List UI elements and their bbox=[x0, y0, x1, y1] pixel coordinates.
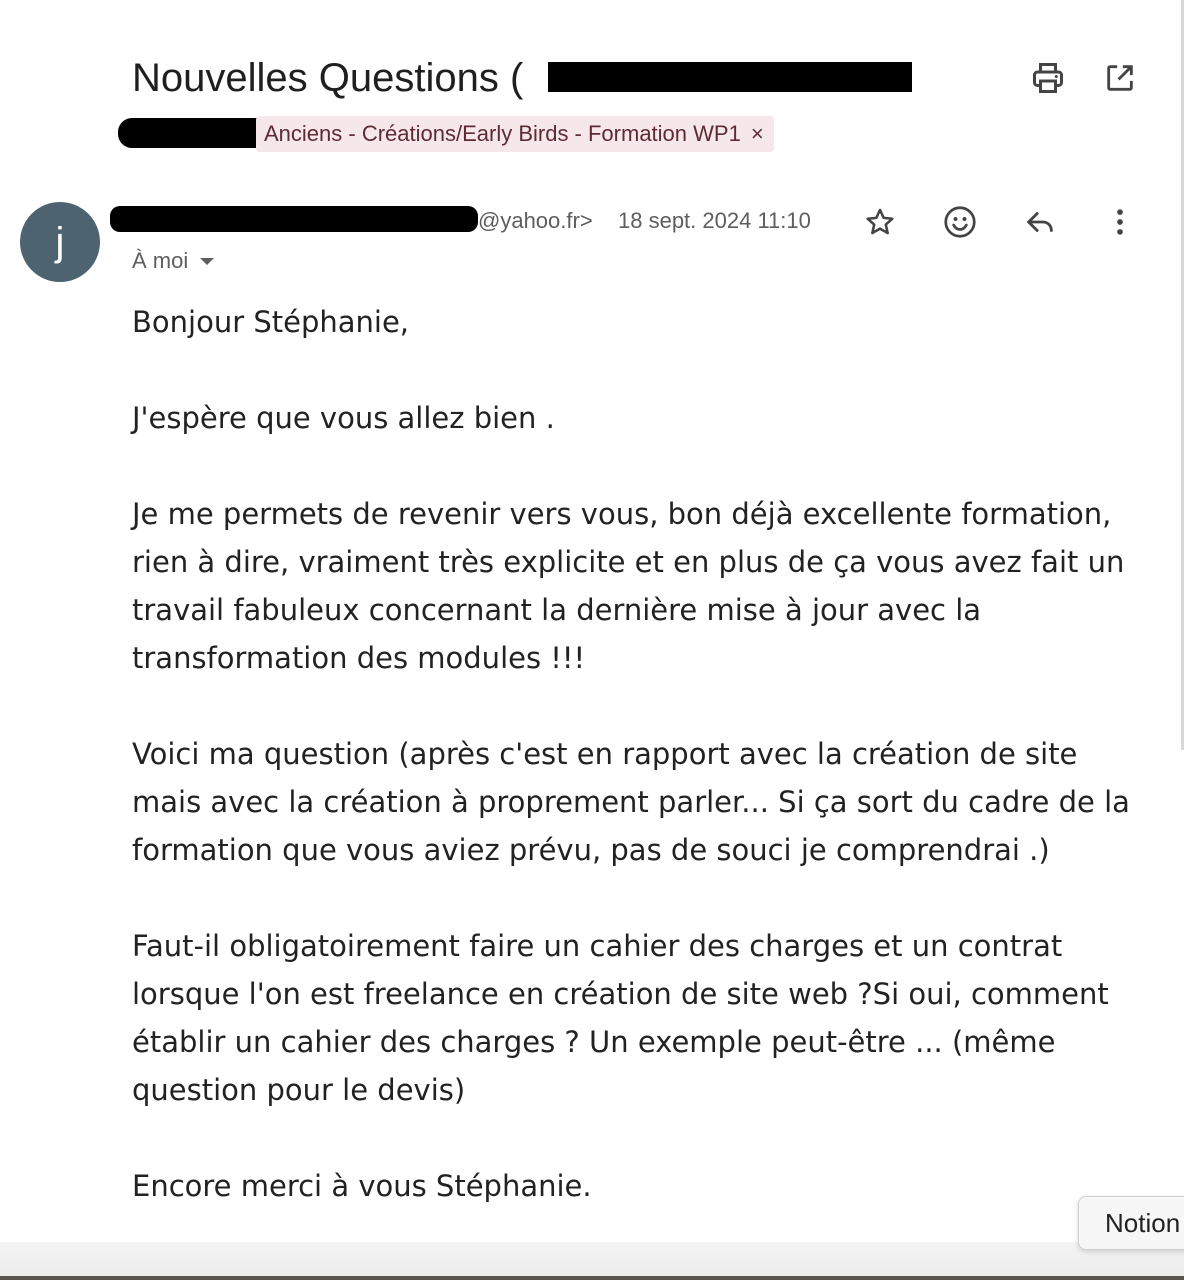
reply-button[interactable] bbox=[1018, 200, 1062, 244]
label-chip[interactable] bbox=[256, 116, 774, 152]
body-paragraph: J'espère que vous allez bien . bbox=[132, 401, 555, 435]
star-icon bbox=[863, 205, 897, 239]
body-paragraph: Voici ma question (après c'est en rapport avec la création de site mais avec la création à proprement parler... Si ça sort du cadre de la formation que vous aviez prévu, pas de souci je comprendrai .) bbox=[132, 737, 1130, 867]
star-button[interactable] bbox=[858, 200, 902, 244]
bottom-bar bbox=[0, 1242, 1184, 1278]
more-options-button[interactable] bbox=[1098, 200, 1142, 244]
divider bbox=[0, 1276, 1184, 1280]
more-vert-icon bbox=[1103, 205, 1137, 239]
message-date: 18 sept. 2024 11:10 bbox=[618, 208, 811, 233]
recipient-text: À moi bbox=[132, 248, 189, 273]
redaction-bar bbox=[118, 118, 258, 148]
redaction-bar bbox=[548, 62, 912, 92]
body-paragraph: Bonjour Stéphanie, bbox=[132, 305, 410, 339]
sender-email: @yahoo.fr> bbox=[478, 208, 593, 233]
open-in-new-window-button[interactable] bbox=[1100, 58, 1140, 98]
reply-icon bbox=[1023, 205, 1057, 239]
label-chip-text: Anciens - Créations/Early Birds - Formation WP1 bbox=[264, 121, 741, 146]
tooltip: Notion bbox=[1078, 1196, 1184, 1250]
recipient-details-toggle[interactable] bbox=[132, 248, 214, 274]
body-paragraph: Encore merci à vous Stéphanie. bbox=[132, 1169, 592, 1203]
print-button[interactable] bbox=[1028, 58, 1068, 98]
emoji-icon bbox=[942, 204, 978, 240]
email-subject: Nouvelles Questions ( bbox=[132, 56, 524, 100]
avatar[interactable]: j bbox=[20, 202, 100, 282]
open-in-new-window-icon bbox=[1103, 61, 1137, 95]
redaction-bar bbox=[110, 206, 478, 232]
message-body bbox=[132, 298, 1142, 1258]
chevron-down-icon bbox=[200, 258, 214, 265]
print-icon bbox=[1030, 60, 1066, 96]
body-paragraph: Faut-il obligatoirement faire un cahier des charges et un contrat lorsque l'on est freelance en création de site web ?Si oui, comment établir un cahier des charges ? Un exemple peut-être ... (même question pour le devis) bbox=[132, 929, 1109, 1107]
body-paragraph: Je me permets de revenir vers vous, bon déjà excellente formation, rien à dire, vraiment très explicite et en plus de ça vous avez fait un travail fabuleux concernant la dernière mise à jour avec la transformation des modules !!! bbox=[132, 497, 1125, 675]
remove-label-icon[interactable]: × bbox=[750, 121, 764, 146]
add-reaction-button[interactable] bbox=[938, 200, 982, 244]
